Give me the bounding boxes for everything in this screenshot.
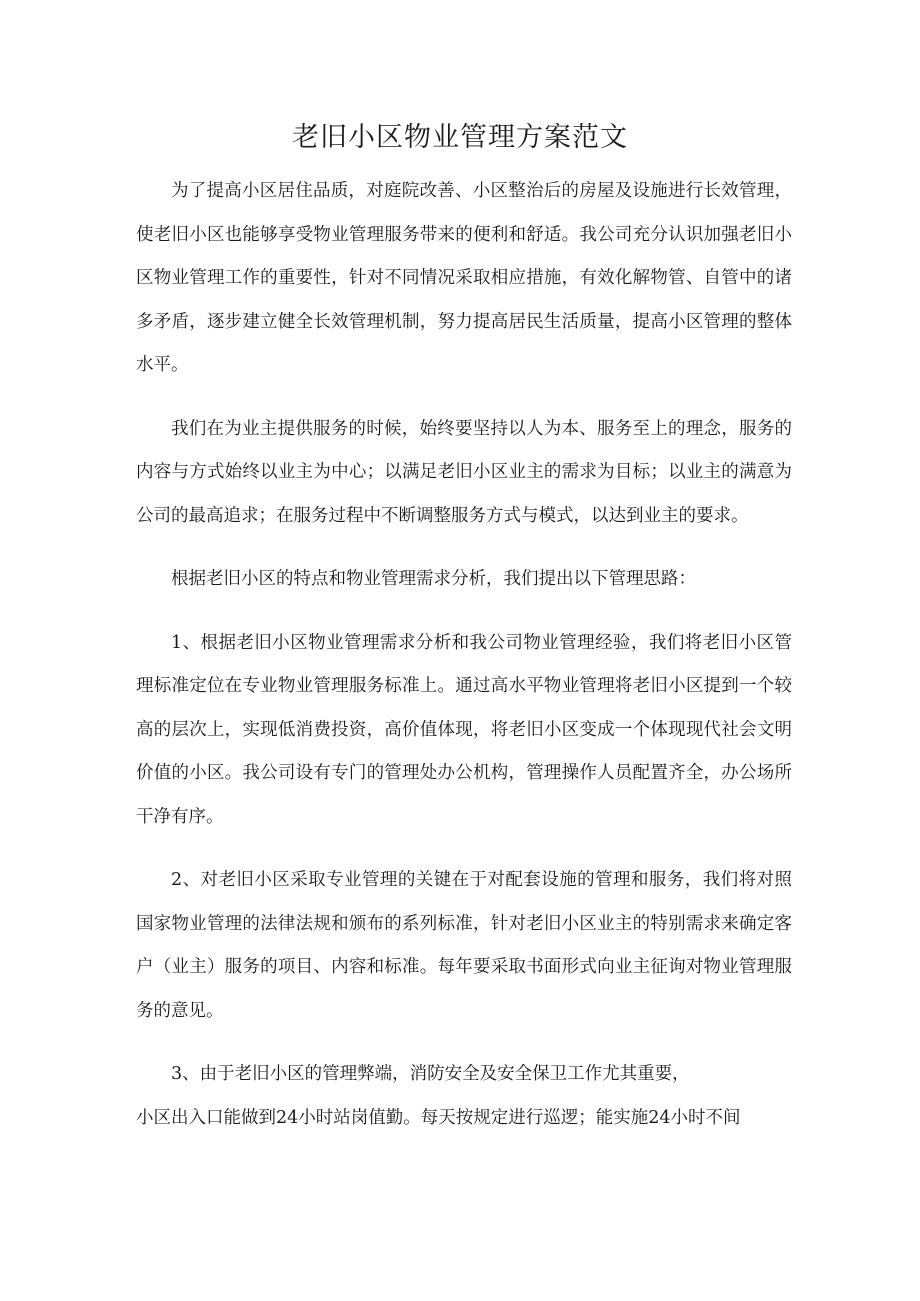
paragraph-service-philosophy: 我们在为业主提供服务的时候，始终要坚持以人为本、服务至上的理念，服务的内容与方式始终以业主为中心；以满足老旧小区业主的需求为目标；以业主的满意为公司的最高追求；在服务过程中不断调整服务方式与模式，以达到业主的要求。 [136, 418, 792, 526]
document-title: 老旧小区物业管理方案范文 [292, 122, 628, 153]
paragraph-point-1: 1、根据老旧小区物业管理需求分析和我公司物业管理经验，我们将老旧小区管理标准定位在专业物业管理服务标准上。通过高水平物业管理将老旧小区提到一个较高的层次上，实现低消费投资，高价值体现，将老旧小区变成一个体现现代社会文明价值的小区。我公司设有专门的管理处办公机构，管理操作人员配置齐全，办公场所干净有序。 [136, 632, 792, 827]
paragraph-management-ideas: 根据老旧小区的特点和物业管理需求分析，我们提出以下管理思路： [171, 569, 696, 589]
document-body [136, 170, 792, 1160]
paragraph-point-3: 3、由于老旧小区的管理弊端，消防安全及安全保卫工作尤其重要， [171, 1064, 690, 1084]
paragraph-point-3-continued: 小区出入口能做到24小时站岗值勤。每天按规定进行巡逻；能实施24小时不间 [136, 1107, 741, 1128]
paragraph-intro: 为了提高小区居住品质，对庭院改善、小区整治后的房屋及设施进行长效管理，使老旧小区也能够享受物业管理服务带来的便利和舒适。我公司充分认识加强老旧小区物业管理工作的重要性，针对不同情况采取相应措施，有效化解物管、自管中的诸多矛盾，逐步建立健全长效管理机制，努力提高居民生活质量，提高小区管理的整体水平。 [136, 181, 792, 375]
paragraph-point-2: 2、对老旧小区采取专业管理的关键在于对配套设施的管理和服务，我们将对照国家物业管理的法律法规和颁布的系列标准，针对老旧小区业主的特别需求来确定客户（业主）服务的项目、内容和标准。每年要采取书面形式向业主征询对物业管理服务的意见。 [136, 870, 792, 1021]
